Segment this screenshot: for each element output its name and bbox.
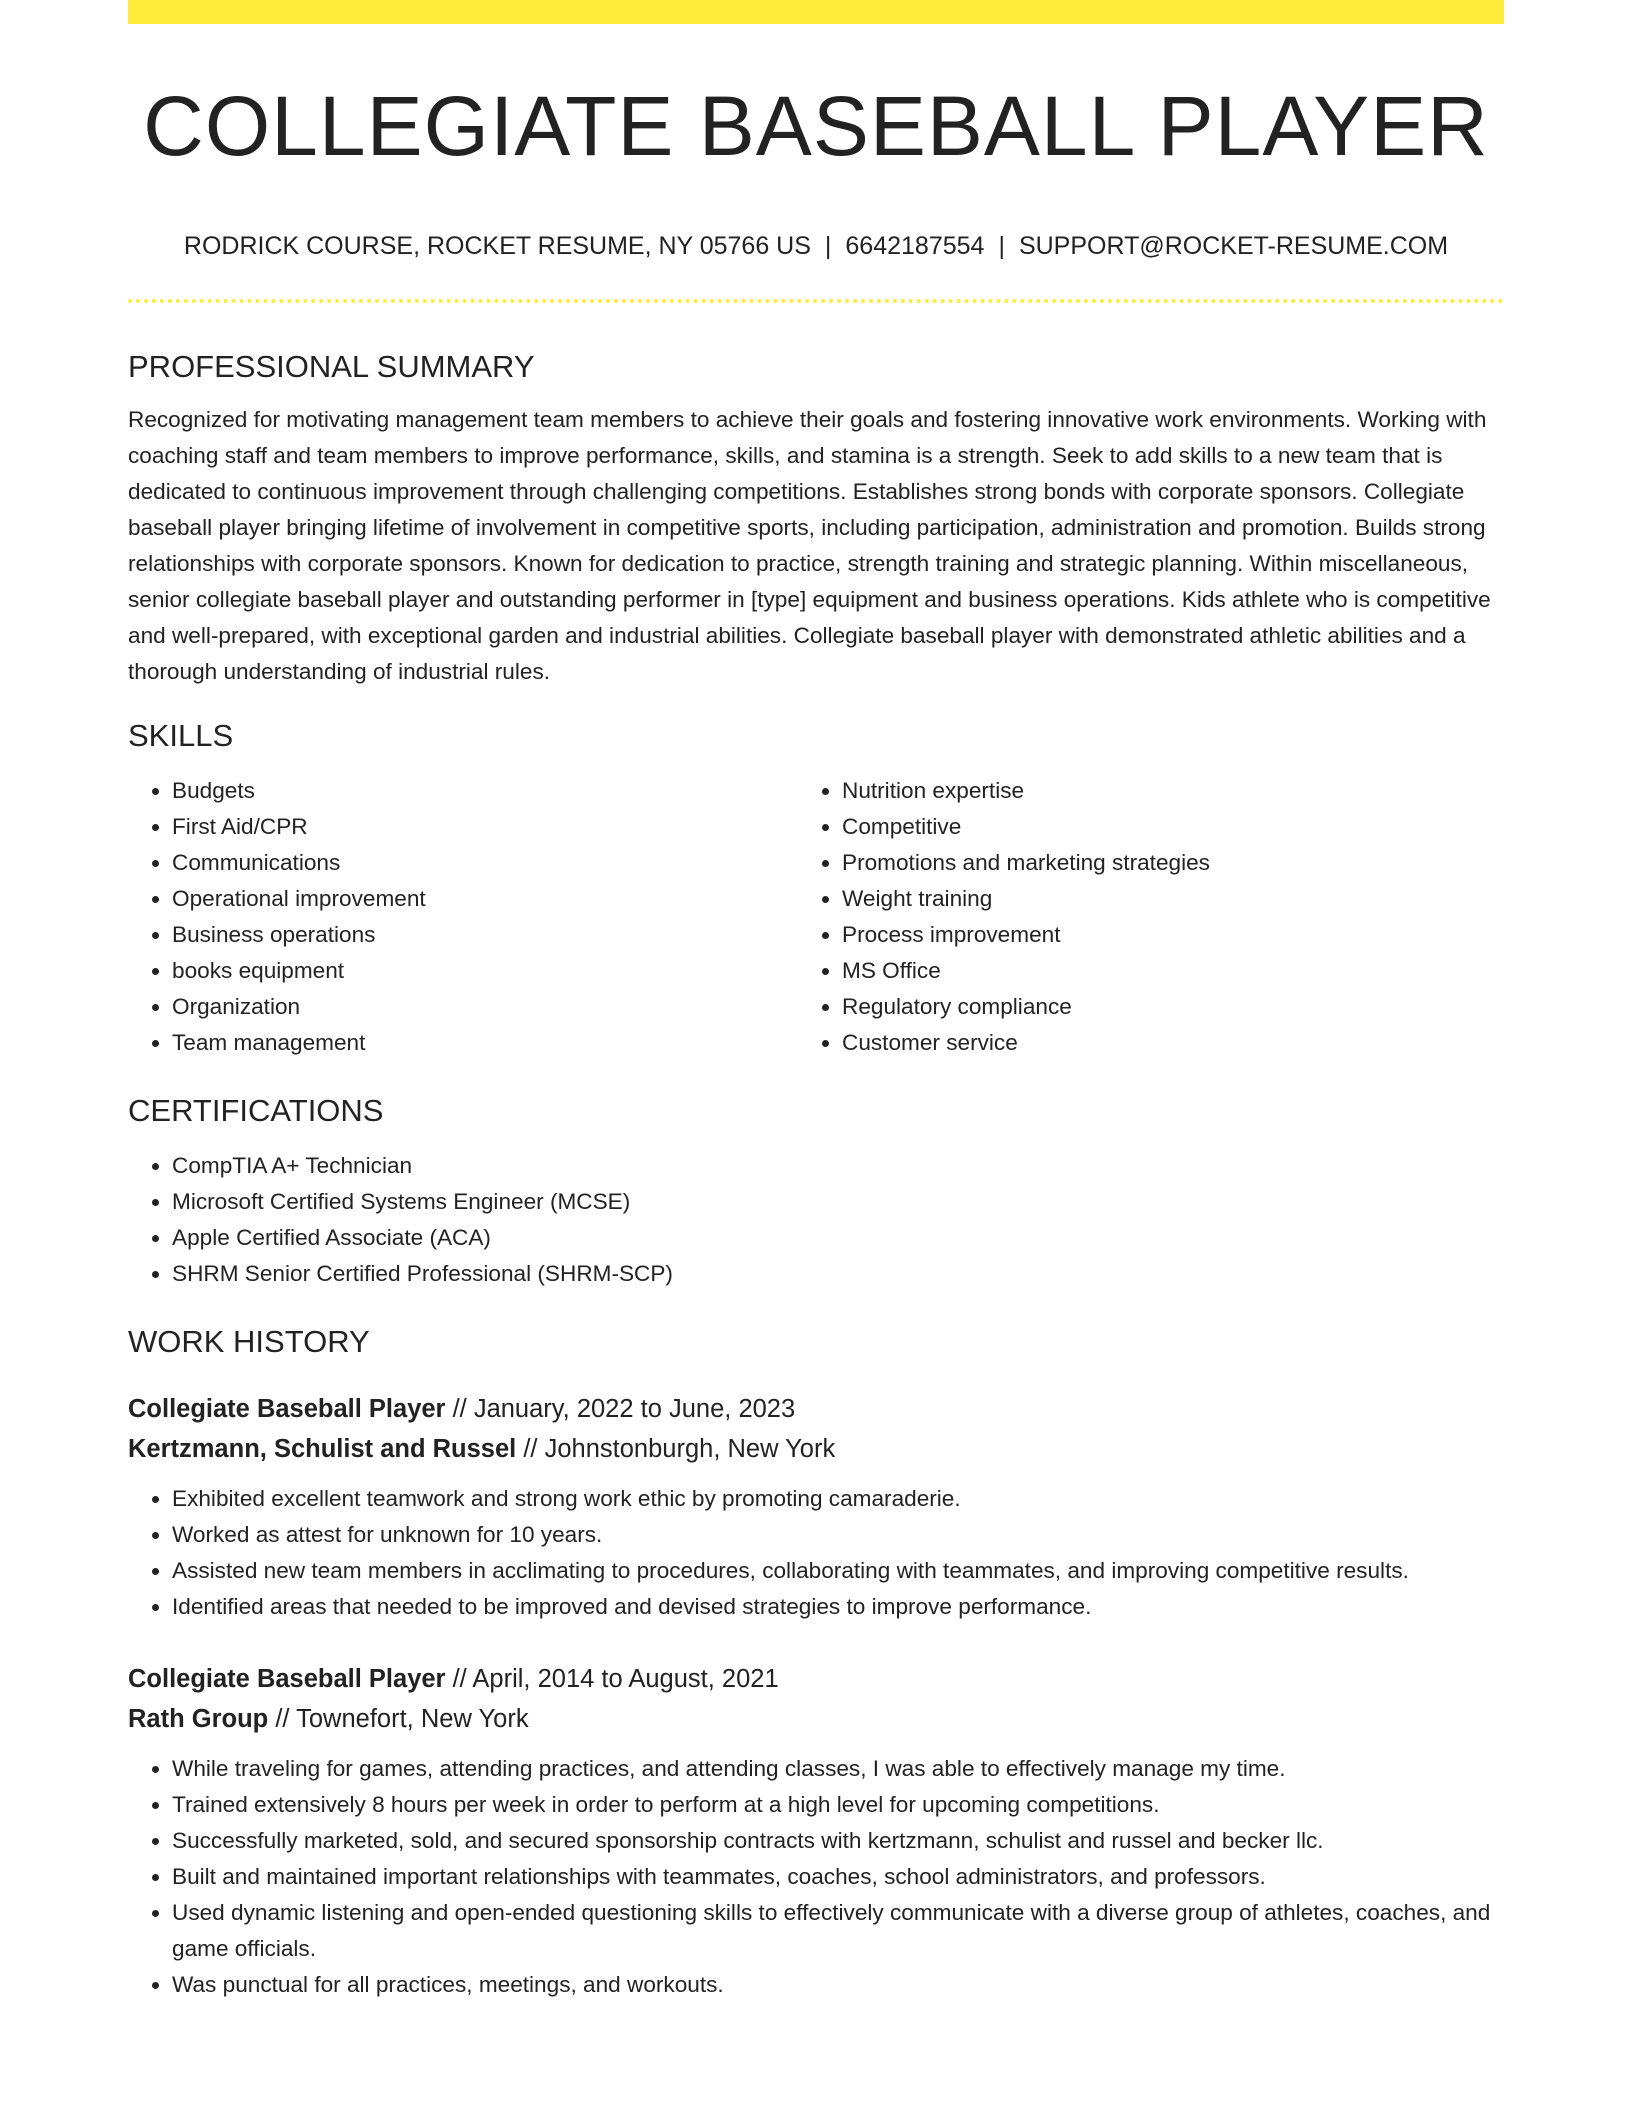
skill-item: • Budgets [172, 773, 808, 809]
job-bullets [128, 1751, 1504, 2003]
job-bullet: • Built and maintained important relationships with teammates, coaches, school administrators, and professors. [172, 1859, 1504, 1895]
skill-item: • Communications [172, 845, 808, 881]
job-bullet: • Exhibited excellent teamwork and strong work ethic by promoting camaraderie. [172, 1481, 1504, 1517]
contact-line [128, 234, 1504, 259]
job-bullet: • Used dynamic listening and open-ended questioning skills to effectively communicate with a diverse group of athletes, coaches, and game officials. [172, 1895, 1504, 1967]
work-history-section [128, 1326, 1504, 2003]
resume-title: COLLEGIATE BASEBALL PLAYER [143, 79, 1489, 173]
certification-item: • Apple Certified Associate (ACA) [172, 1220, 1504, 1256]
job-company-line [128, 1429, 1504, 1469]
job-entry [128, 1659, 1504, 2003]
job-bullet: • Trained extensively 8 hours per week in order to perform at a high level for upcoming competitions. [172, 1787, 1504, 1823]
certifications-section [128, 1095, 1504, 1292]
job-location: // Townefort, New York [268, 1705, 529, 1733]
skill-item: • Promotions and marketing strategies [842, 845, 1488, 881]
skills-section [128, 720, 1504, 1061]
resume-page [128, 0, 1504, 2003]
skill-item: • Business operations [172, 917, 808, 953]
contact-address: RODRICK COURSE, ROCKET RESUME, NY 05766 US [183, 232, 811, 260]
certification-item: • Microsoft Certified Systems Engineer (MCSE) [172, 1184, 1504, 1220]
skill-item: • Organization [172, 989, 808, 1025]
skills-list-right [808, 773, 1488, 1061]
skill-item: • books equipment [172, 953, 808, 989]
summary-text: Recognized for motivating management team members to achieve their goals and fostering innovative work environments. Working with coaching staff and team members to improve performance, skills, and stamina is a strength. Seek to add skills to a new team that is dedicated to continuous improvement through challenging competitions. Establishes strong bonds with corporate sponsors. Collegiate baseball player bringing lifetime of involvement in competitive sports, including participation, administration and promotion. Builds strong relationships with corporate sponsors. Known for dedication to practice, strength training and strategic planning. Within miscellaneous, senior collegiate baseball player and outstanding performer in [type] equipment and business operations. Kids athlete who is competitive and well-prepared, with exceptional garden and industrial abilities. Collegiate baseball player with demonstrated athletic abilities and a thorough understanding of industrial rules. [128, 407, 1491, 684]
summary-section [128, 351, 1504, 690]
skill-item: • Team management [172, 1025, 808, 1061]
job-company: Kertzmann, Schulist and Russel [128, 1435, 517, 1463]
job-bullet: • Successfully marketed, sold, and secured sponsorship contracts with kertzmann, schulist and russel and becker llc. [172, 1823, 1504, 1859]
skill-item: • Regulatory compliance [842, 989, 1488, 1025]
work-history-heading: WORK HISTORY [128, 1324, 370, 1359]
accent-bar [128, 0, 1504, 24]
job-bullet: • Identified areas that needed to be improved and devised strategies to improve performance. [172, 1589, 1504, 1625]
job-title: Collegiate Baseball Player [128, 1395, 446, 1423]
job-entry [128, 1389, 1504, 1625]
job-bullets [128, 1481, 1504, 1625]
contact-separator: | [824, 232, 832, 260]
certifications-list [128, 1148, 1504, 1292]
skill-item: • MS Office [842, 953, 1488, 989]
job-dates: // January, 2022 to June, 2023 [445, 1395, 796, 1423]
job-company-line [128, 1699, 1504, 1739]
job-title-line [128, 1659, 1504, 1699]
job-title-line [128, 1389, 1504, 1429]
job-bullet: • Worked as attest for unknown for 10 years. [172, 1517, 1504, 1553]
certification-item: • SHRM Senior Certified Professional (SHRM-SCP) [172, 1256, 1504, 1292]
skill-item: • Process improvement [842, 917, 1488, 953]
job-bullet: • Assisted new team members in acclimating to procedures, collaborating with teammates, and improving competitive results. [172, 1553, 1504, 1589]
skill-item: • Nutrition expertise [842, 773, 1488, 809]
contact-separator: | [998, 232, 1005, 260]
skills-columns [128, 773, 1504, 1061]
skill-item: • Customer service [842, 1025, 1488, 1061]
certification-item: • CompTIA A+ Technician [172, 1148, 1504, 1184]
job-title: Collegiate Baseball Player [128, 1665, 446, 1693]
job-dates: // April, 2014 to August, 2021 [445, 1665, 779, 1693]
job-location: // Johnstonburgh, New York [516, 1435, 836, 1463]
summary-heading: PROFESSIONAL SUMMARY [128, 349, 535, 384]
skills-list-left [128, 773, 808, 1061]
job-bullet: • Was punctual for all practices, meetings, and workouts. [172, 1967, 1504, 2003]
job-bullet: • While traveling for games, attending practices, and attending classes, I was able to effectively manage my time. [172, 1751, 1504, 1787]
skill-item: • First Aid/CPR [172, 809, 808, 845]
certifications-heading: CERTIFICATIONS [128, 1093, 384, 1128]
skill-item: • Operational improvement [172, 881, 808, 917]
contact-email: SUPPORT@ROCKET-RESUME.COM [1018, 232, 1449, 260]
skill-item: • Competitive [842, 809, 1488, 845]
skill-item: • Weight training [842, 881, 1488, 917]
contact-phone: 6642187554 [845, 232, 985, 260]
skills-heading: SKILLS [128, 718, 234, 753]
dotted-divider [128, 299, 1504, 303]
job-company: Rath Group [128, 1705, 269, 1733]
